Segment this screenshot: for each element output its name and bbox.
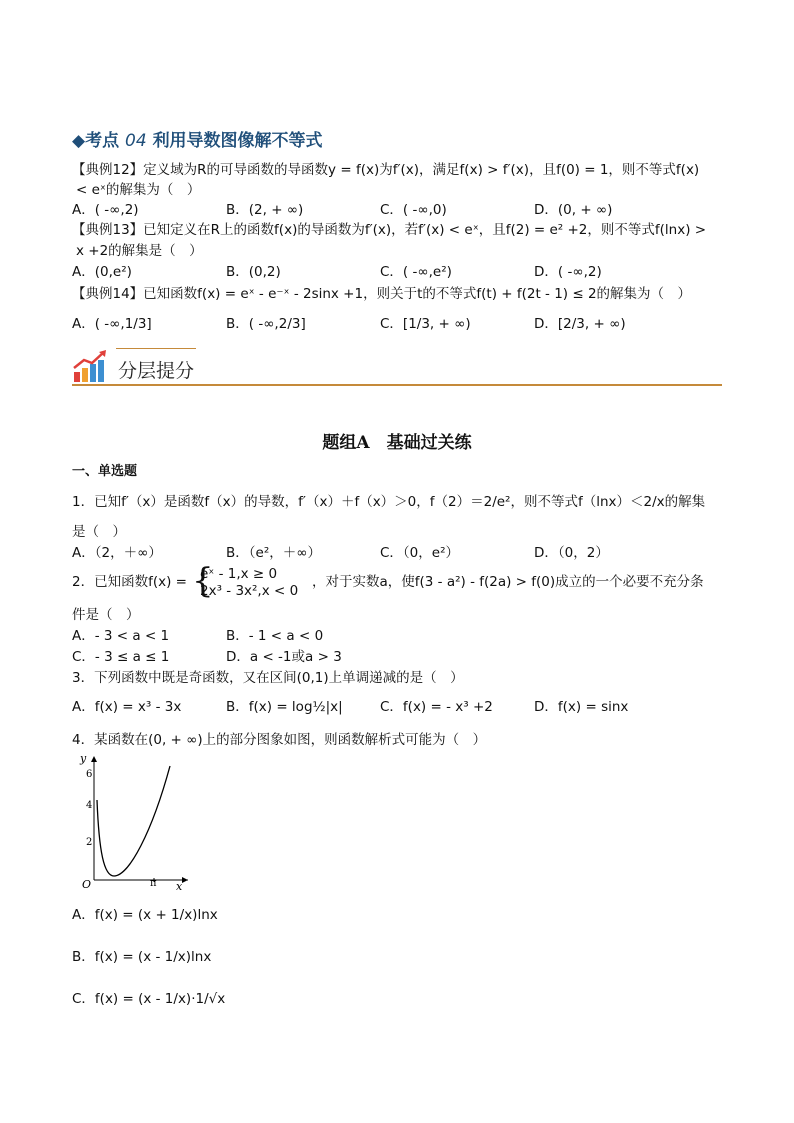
ex13-option-a: A．(0,e²) (72, 264, 132, 280)
x-axis-arrow (182, 877, 188, 883)
q2-option-c: C．- 3 ≤ a ≤ 1 (72, 649, 170, 665)
ex12-stem-line2: < eˣ的解集为（ ） (76, 182, 201, 198)
q3-stem: 3．下列函数中既是奇函数，又在区间(0,1)上单调递减的是（ ） (72, 670, 464, 686)
bar-chart-icon (72, 350, 112, 384)
origin-label: O (82, 878, 92, 891)
ex12-option-d: D．(0, + ∞) (534, 202, 613, 218)
q3-option-d: D．f(x) = sinx (534, 699, 629, 715)
tiered-practice-banner (72, 348, 722, 386)
q2-prefix: 2．已知函数f(x) = (72, 574, 187, 590)
q1-option-d: D．（0，2） (534, 545, 609, 561)
q1-stem-line2: 是（ ） (72, 524, 126, 540)
ex14-option-b: B．( -∞,2/3] (226, 316, 306, 332)
heading-number: 04 (125, 131, 147, 151)
function-graph (74, 752, 194, 892)
q2-stem-line2: 件是（ ） (72, 607, 140, 623)
q1-option-c: C．（0，e²） (380, 545, 459, 561)
q2-piecewise (200, 566, 298, 600)
q2-case2: 2x³ - 3x²,x < 0 (200, 583, 299, 599)
q1-option-b: B．（e²，＋∞） (226, 545, 321, 561)
ex13-option-c: C．( -∞,e²) (380, 264, 452, 280)
q2-option-a: A．- 3 < a < 1 (72, 628, 170, 644)
y-axis-arrow (91, 756, 97, 762)
q4-stem: 4．某函数在(0, + ∞)上的部分图象如图，则函数解析式可能为（ ） (72, 732, 487, 748)
q4-option-a: A．f(x) = (x + 1/x)lnx (72, 907, 218, 923)
q2-option-d: D．a < -1或a > 3 (226, 649, 342, 665)
q4-option-c: C．f(x) = (x - 1/x)·1/√x (72, 991, 226, 1007)
heading-prefix: ◆考点 (72, 131, 120, 151)
function-curve (97, 766, 170, 876)
ex14-option-a: A．( -∞,1/3] (72, 316, 152, 332)
q2-suffix: ，对于实数a，使f(3 - a²) - f(2a) > f(0)成立的一个必要不充分条 (312, 574, 704, 590)
y-tick-6: 6 (86, 769, 93, 780)
ex12-option-a: A．( -∞,2) (72, 202, 139, 218)
ex12-stem-line1: 【典例12】定义域为R的可导函数的导函数y = f(x)为f′(x)，满足f(x) > f′(x)，且f(0) = 1，则不等式f(x) (72, 162, 700, 178)
y-tick-4: 4 (86, 800, 93, 811)
ex12-option-c: C．( -∞,0) (380, 202, 447, 218)
q2-brace: { (192, 561, 214, 601)
ex14-option-d: D．[2/3, + ∞) (534, 316, 626, 332)
ex13-stem-line1: 【典例13】已知定义在R上的函数f(x)的导函数为f′(x)，若f′(x) < eˣ，且f(2) = e² +2，则不等式f(lnx) > (72, 222, 707, 238)
ex12-option-b: B．(2, + ∞) (226, 202, 304, 218)
y-tick-2: 2 (86, 837, 93, 848)
pi-label: π (150, 878, 157, 889)
q3-option-b: B．f(x) = log½|x| (226, 699, 343, 715)
banner-title: 分层提分 (118, 360, 195, 382)
q4-option-b: B．f(x) = (x - 1/x)lnx (72, 949, 212, 965)
group-title: 题组A 基础过关练 (322, 433, 472, 453)
x-axis-label: x (176, 880, 183, 892)
ex13-stem-line2: x +2的解集是（ ） (76, 243, 203, 259)
q3-option-c: C．f(x) = - x³ +2 (380, 699, 493, 715)
q2-option-b: B．- 1 < a < 0 (226, 628, 324, 644)
section-title: 一、单选题 (72, 464, 138, 479)
section-heading (72, 126, 323, 151)
banner-divider (72, 384, 722, 386)
y-axis-label: y (80, 752, 87, 765)
q1-option-a: A．（2，＋∞） (72, 545, 162, 561)
q2-case1: eˣ - 1,x ≥ 0 (200, 566, 278, 582)
heading-title: 利用导数图像解不等式 (152, 131, 323, 151)
q1-stem-line1: 1．已知f′（x）是函数f（x）的导数，f′（x）＋f（x）＞0，f（2）＝2/e²，则不等式f（lnx）＜2/x的解集 (72, 494, 706, 510)
ex13-option-d: D．( -∞,2) (534, 264, 602, 280)
ex13-option-b: B．(0,2) (226, 264, 281, 280)
q3-option-a: A．f(x) = x³ - 3x (72, 699, 182, 715)
ex14-option-c: C．[1/3, + ∞) (380, 316, 471, 332)
ex14-stem: 【典例14】已知函数f(x) = eˣ - e⁻ˣ - 2sinx +1，则关于t的不等式f(t) + f(2t - 1) ≤ 2的解集为（ ） (72, 286, 692, 302)
